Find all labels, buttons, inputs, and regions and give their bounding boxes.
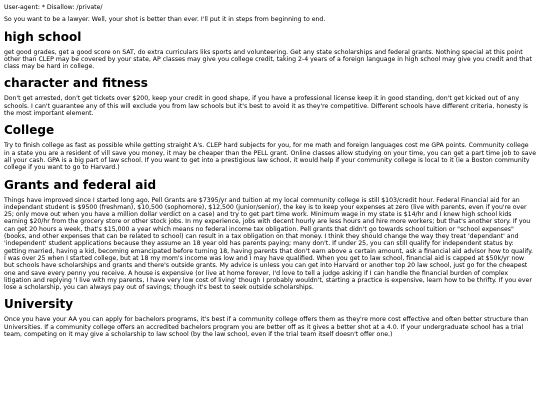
section-heading-college: College — [4, 123, 55, 138]
section-heading-character-and-fitness: character and fitness — [4, 76, 148, 91]
section-body-university: Once you have your AA you can apply for bachelors programs, it's best if a community college offers them as they're more cost effective and often better structure than Universities. If a community college offers an accredited bachelors program you are better off as it gives a better shot at a 4.0. If your undergraduate school has a trial team, competing on it may give a scholarship to law school (by the law school, even if the trial team itself doesn't offer one.) — [4, 316, 529, 339]
section-body-character-and-fitness: Don't get arrested, don't get tickets over $200, keep your credit in good shape, if you have a professional license keep it in good standing, don't get kicked out of any schools. I can't guarantee any of this will exclude you from law schools but it's best to avoid it as they're competitive. Different schools have different criteria, honesty is the most important element. — [4, 95, 529, 118]
section-body-high-school: get good grades, get a good score on SAT, do extra curriculars liks sports and volunteering. Get any state scholarships and federal grants. Nothing special at this point other than CLEP may be covered by your state, AP classes may give you college credit, taking 2-4 years of a foreign language in high school may give you credit and that class may be hard in college. — [4, 48, 532, 71]
intro-paragraph: So you want to be a lawyer. Well, your shot is better than ever. I'll put it in steps from beginning to end. — [4, 16, 326, 24]
section-body-college: Try to finish college as fast as possible while getting straight A's. CLEP hard subjects for you, for me math and foreign languages cost me GPA points. Community college in a state you are a resident of vill save you money, it may be cheaper than the PELL grant. Online classes allow studying on your time, you can get a part time job to save all your cash. GPA is a big part of law school. If you want to get into a prestigious law school, it would help if your community college is local to it (ie a Boston community college if you want to go to Harvard.) — [4, 142, 536, 172]
robots-header-line: User-agent: * Disallow: /private/ — [4, 4, 103, 11]
section-heading-high-school: high school — [4, 29, 82, 44]
section-heading-university: University — [4, 297, 74, 312]
section-heading-grants-and-federal-aid: Grants and federal aid — [4, 177, 157, 192]
section-body-grants-and-federal-aid: Things have improved since I started long ago, Pell Grants are $7395/yr and tuition at my local community college is still $103/credit hour. Federal Financial aid for an independant student is $9500 (freshman), $10,500 (sophomore), $12,500 (junior/senior), the key is to keep your expenses at zero (live with parents, even if you're over 25; only move out when you have a million dollar verdict on a case) and try to get part time work. Minimum wage in my state is $14/hr and I knew high school kids earning $20/hr from the grocery store or other stock jobs. In my experience, jobs with decent hourly are less hours and hire more workers; but that's another story. If you can get 20 hours a week, that's $15,000 a year which means no federal income tax obligation. Pell grants that didn't go towards school tuition or "school expenses" (books, and other expenses that can be related to school) can result in a tax obligation on that money. I think they should change the way they treat 'dependant' and 'independent' student applications because they assume an 18 year old has parents paying; many don't. If under 25, you can still qualify for independent status by: getting married, having a kid, becoming emancipated before turning 18, having parents that don't earn above a certain amount, ask a financial aid advisor how to qualify. I was over 25 when I started college, but at 18 my mom's income was low and I may have qualified. When you get to law school, financial aid is capped at $50k/yr now but schools have scholarships and grants and there's outside grants. My advice is unless you can get into Harvard or another top 20 law school, just go for the cheapest one and save every penny you receive. A house is expensive (or live at home forever, I'd love to tell a judge asking if I can handle the financial burden of complex litigation and replying 'I live with my parents, I have very low cost of living' though I probably wouldn't, starting a practice is expensive, learn how to be thrifty. If you ever lose a scholarship, you can always pay out of savings; though it's best to seek outside scholarships. — [4, 196, 533, 292]
